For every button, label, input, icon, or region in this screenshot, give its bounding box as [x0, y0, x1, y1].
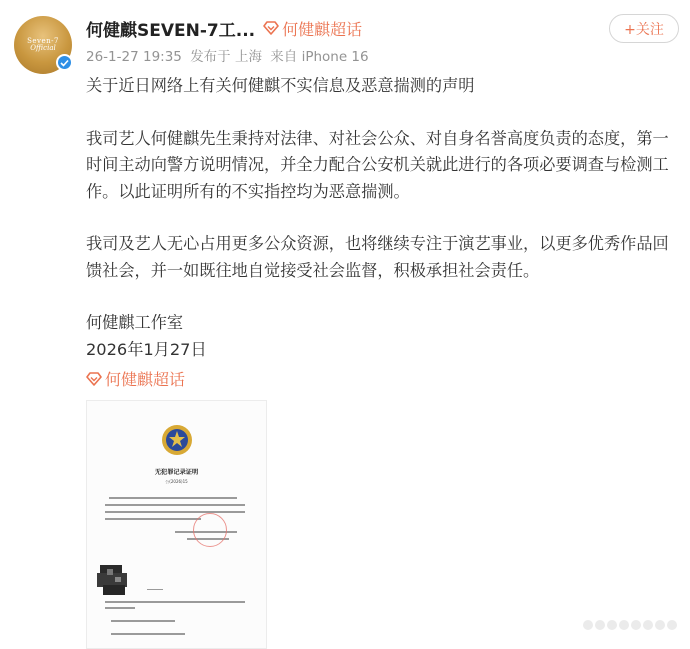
avatar-text: Seven-7: [27, 36, 59, 45]
post-signature: 何健麒工作室: [86, 313, 184, 332]
diamond-icon: [86, 372, 102, 386]
post-paragraph: 我司艺人何健麒先生秉持对法律、对社会公众、对自身名誉高度负责的态度，第一时间主动向警方说明情况，并全力配合公安机关就此进行的各项必要调查与检测工作。以此证明所有的不实指控均为恶意揣测。: [86, 128, 669, 201]
avatar-subtext: Official: [30, 44, 56, 52]
author-name[interactable]: 何健麒SEVEN-7工...: [86, 20, 256, 41]
supertopic-link-label: 何健麒超话: [105, 370, 186, 389]
police-emblem-icon: [160, 423, 194, 457]
supertopic-label: 何健麒超话: [282, 19, 363, 39]
post-content: [86, 73, 682, 363]
watermark: [583, 620, 677, 630]
document-number: 公(2026)15: [165, 479, 188, 484]
post-location: 发布于 上海: [190, 49, 262, 65]
post-signature-date: 2026年1月27日: [86, 339, 207, 359]
post-paragraph: 我司及艺人无心占用更多公众资源，也将继续专注于演艺事业，以更多优秀作品回馈社会，并一如既往地自觉接受社会监督，积极承担社会责任。: [86, 234, 669, 280]
post-header: [86, 16, 362, 40]
post-date[interactable]: 26-1-27 19:35: [86, 49, 182, 65]
post-source: 来自 iPhone 16: [270, 49, 369, 65]
redacted-photo: [97, 563, 131, 599]
follow-button[interactable]: +关注: [609, 14, 679, 43]
verified-badge-icon: [56, 54, 73, 71]
document-title: 无犯罪记录证明: [154, 469, 199, 476]
diamond-icon: [263, 21, 279, 35]
supertopic-badge[interactable]: [263, 17, 362, 40]
supertopic-link[interactable]: [86, 367, 185, 390]
post-image-document[interactable]: [86, 400, 267, 649]
post-meta: [86, 45, 373, 65]
official-stamp-icon: [193, 513, 227, 547]
post-headline: 关于近日网络上有关何健麒不实信息及恶意揣测的声明: [86, 76, 475, 95]
